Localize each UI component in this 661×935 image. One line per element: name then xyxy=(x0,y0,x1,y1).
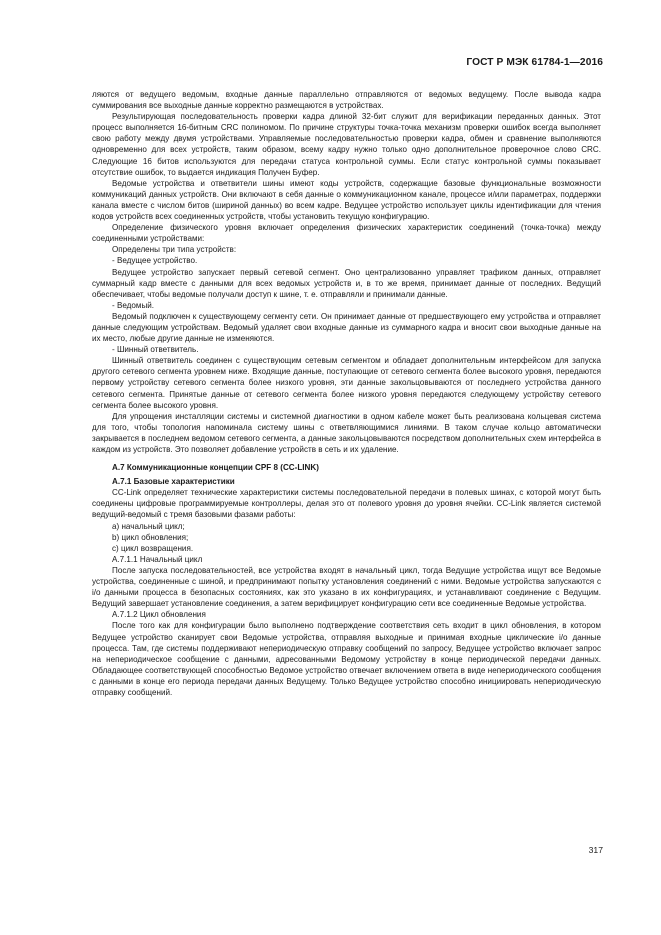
paragraph: ляются от ведущего ведомым, входные данные параллельно отправляются от ведомых ведущему. После вывода кадра суммирования все выходные данные корректно размещаются в устройствах. xyxy=(92,90,601,111)
page-number: 317 xyxy=(588,845,603,855)
paragraph: Результирующая последовательность проверки кадра длиной 32-бит служит для верификации переданных данных. Этот процесс выполняется 16-битным CRC полиномом. По причине структуры точка-точка механизм проверки ошибок всегда выполняет свою работу между двумя устройствами. Управляемые последовательностью проверки кадра, обмен и сравнение выполняются одновременно для всех устройств, таким образом, всему кадру нужно только одно дополнительное проверочное слово CRC. Следующие 16 битов используются для передачи статуса контрольной суммы. Если статус контрольной суммы показывает отсутствие ошибок, то выдается индикация Получен Буфер. xyxy=(92,112,601,177)
section-heading: А.7.1 Базовые характеристики xyxy=(112,477,235,487)
document-body xyxy=(92,89,601,698)
paragraph: Ведомый подключен к существующему сегменту сети. Он принимает данные от предшествующего ему устройства и отправляет данные следующим устройствам. Ведомый удаляет свои входные данные из суммарного кадра и вносит свои выходные данные на их место, любые другие данные не изменяются. xyxy=(92,311,601,344)
paragraph: А.7.1.2 Цикл обновления xyxy=(112,610,206,620)
paragraph: a) начальный цикл; xyxy=(112,521,185,531)
paragraph: b) цикл обновления; xyxy=(112,532,189,542)
paragraph: А.7.1.1 Начальный цикл xyxy=(112,554,203,564)
paragraph: После того как для конфигурации было выполнено подтверждение соответствия сеть входит в цикл обновления, в котором Ведущее устройство сканирует свои Ведомые устройства, отправляя выходные и принимая входные циклические i/o данные процесса. Там, где системы поддерживают непериодическую отправку сообщений по запросу, Ведущее устройство включает запрос на непериодическое сообщение с данными, адресованными Ведомому устройству в конце периодической передачи данных. Обладающее соответствующей способностью Ведомое устройство отвечает включением ответа в виде непериодического сообщения с данными в конце его периода передачи данных Ведущему. Только Ведущее устройство способно инициировать непериодическую отправку сообщений. xyxy=(92,621,601,697)
paragraph: c) цикл возвращения. xyxy=(112,543,194,553)
document-header: ГОСТ Р МЭК 61784-1—2016 xyxy=(466,57,603,68)
paragraph: Ведомые устройства и ответвители шины имеют коды устройств, содержащие базовые функциональные возможности коммуникаций данных устройств. Они включают в себя данные о коммуникационном канале, процессе и/или параметрах, поддержки канала вместе с числом битов (шириной данных) во всем кадре. Ведущее устройство использует циклы идентификации для чтения кодов устройств всех соединенных устройств, чтобы установить текущую конфигурацию. xyxy=(92,178,601,222)
paragraph: Шинный ответвитель соединен с существующим сетевым сегментом и обладает дополнительным интерфейсом для запуска другого сетевого сегмента уровнем ниже. Входящие данные, поступающие от сетевого сегмента более высокого уровня, передаются первому устройству сетевого сегмента более низкого уровня, эти данные закольцовываются от последнего устройства данного сетевого сегмента. Принятые данные от сетевого сегмента более низкого уровня передаются следующему устройству сетевого сегмента более высокого уровня. xyxy=(92,356,601,410)
paragraph: После запуска последовательностей, все устройства входят в начальный цикл, тогда Ведущие устройства ищут все Ведомые устройства, соединенные с шиной, и предпринимают попытку установления соединений с ними. Ведомые устройства запускаются с i/o данными процесса в безопасных состояниях, как это указано в их конфигурациях, и устанавливают соединение с Ведущим. Ведущий завершает установление соединения, а затем верифицирует конфигурацию сети все соединенные Ведомые устройства. xyxy=(92,565,601,609)
paragraph: Ведущее устройство запускает первый сетевой сегмент. Оно централизованно управляет трафиком данных, отправляет суммарный кадр вместе с данными для всех ведомых устройств и, в то же время, принимает данные от последних. Ведущий обеспечивает, чтобы ведомые получали доступ к шине, т. е. отправляли и принимали данные. xyxy=(92,267,601,299)
paragraph: - Шинный ответвитель. xyxy=(112,345,199,355)
paragraph: - Ведомый. xyxy=(112,300,155,310)
section-heading: А.7 Коммуникационные концепции CPF 8 (CC-LINK) xyxy=(112,463,319,473)
paragraph: CC-Link определяет технические характеристики системы последовательной передачи в полевых шинах, с которой могут быть соединены цифровые программируемые контроллеры, делая это от полевого уровня до уровня ячейки. CC-Link является системой ведущий-ведомый с тремя базовыми фазами работы: xyxy=(92,488,601,520)
paragraph: - Ведущее устройство. xyxy=(112,256,198,266)
paragraph: Определение физического уровня включает определения физических характеристик соединений (точка-точка) между соединенными устройствами: xyxy=(92,223,601,244)
paragraph: Для упрощения инсталляции системы и системной диагностики в одном кабеле может быть реализована кольцевая система для того, чтобы топология напоминала систему шины с ответвляющимися линиями. В таком случае кольцо автоматически закрывается в последнем ведомом сетевого сегмента, а данные закольцовываются посредством дополнительных схем интерфейса в каждом из устройств. Это позволяет добавление устройств в сеть и их удаление. xyxy=(92,411,601,454)
paragraph: Определены три типа устройств: xyxy=(112,245,237,255)
